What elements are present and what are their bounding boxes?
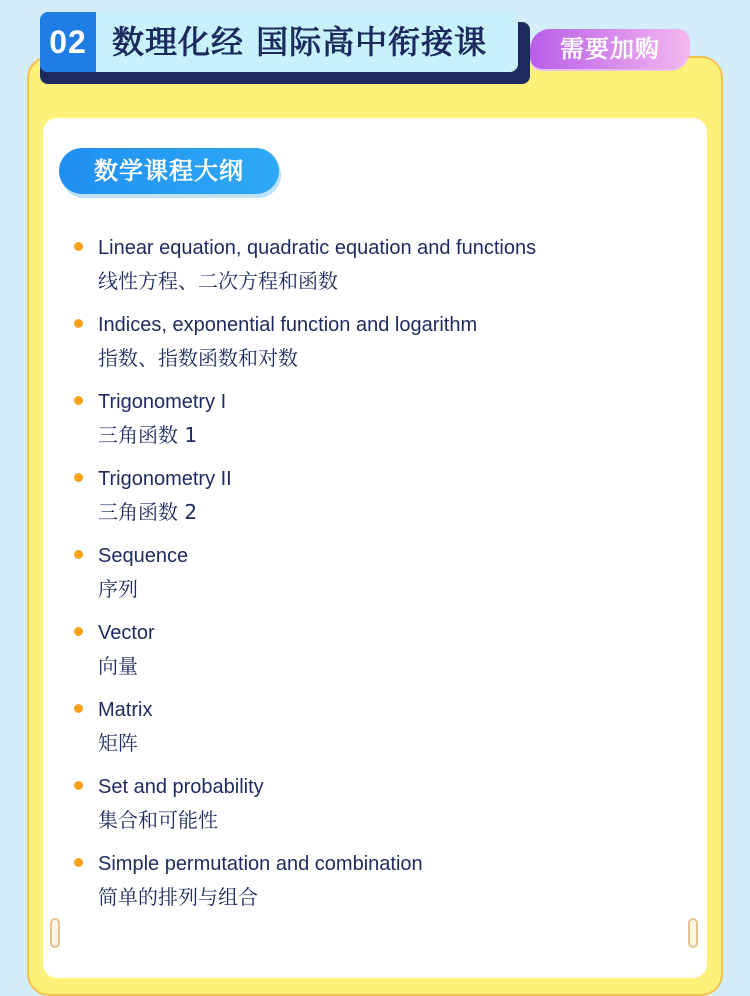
topic-chinese: 线性方程、二次方程和函数	[98, 269, 338, 293]
section-number: 02	[40, 12, 96, 72]
bullet-dot-icon	[74, 396, 83, 405]
section-banner	[40, 12, 518, 72]
topic-chinese: 序列	[98, 577, 138, 601]
add-on-tag: 需要加购	[530, 29, 690, 69]
bullet-dot-icon	[74, 242, 83, 251]
section-heading: 数学课程大纲	[59, 148, 279, 194]
list-item	[72, 773, 692, 850]
topic-english: Matrix	[98, 699, 153, 721]
list-item	[72, 696, 692, 773]
topic-chinese: 集合和可能性	[98, 808, 218, 832]
topic-chinese: 三角函数 1	[98, 423, 198, 447]
topic-english: Linear equation, quadratic equation and functions	[98, 237, 537, 259]
topic-chinese: 简单的排列与组合	[98, 885, 258, 909]
topic-english: Vector	[98, 622, 155, 644]
bullet-dot-icon	[74, 704, 83, 713]
topic-english: Indices, exponential function and logarithm	[98, 314, 478, 336]
list-item	[72, 542, 692, 619]
list-item	[72, 388, 692, 465]
list-item	[72, 311, 692, 388]
page-title: 数理化经 国际高中衔接课	[112, 23, 488, 61]
list-item	[72, 850, 692, 927]
topic-chinese: 矩阵	[98, 731, 138, 755]
topic-english: Trigonometry II	[98, 468, 232, 490]
bullet-dot-icon	[74, 627, 83, 636]
list-item	[72, 619, 692, 696]
bullet-dot-icon	[74, 550, 83, 559]
topic-english: Set and probability	[98, 776, 264, 798]
bullet-dot-icon	[74, 781, 83, 790]
bullet-dot-icon	[74, 858, 83, 867]
list-item	[72, 465, 692, 542]
topic-english: Simple permutation and combination	[98, 853, 423, 875]
topic-english: Trigonometry I	[98, 391, 227, 413]
list-item	[72, 234, 692, 311]
topic-chinese: 指数、指数函数和对数	[98, 346, 298, 370]
bullet-dot-icon	[74, 319, 83, 328]
bullet-dot-icon	[74, 473, 83, 482]
topic-english: Sequence	[98, 545, 189, 567]
course-outline-list	[72, 234, 692, 927]
topic-chinese: 三角函数 2	[98, 500, 198, 524]
topic-chinese: 向量	[98, 654, 138, 678]
